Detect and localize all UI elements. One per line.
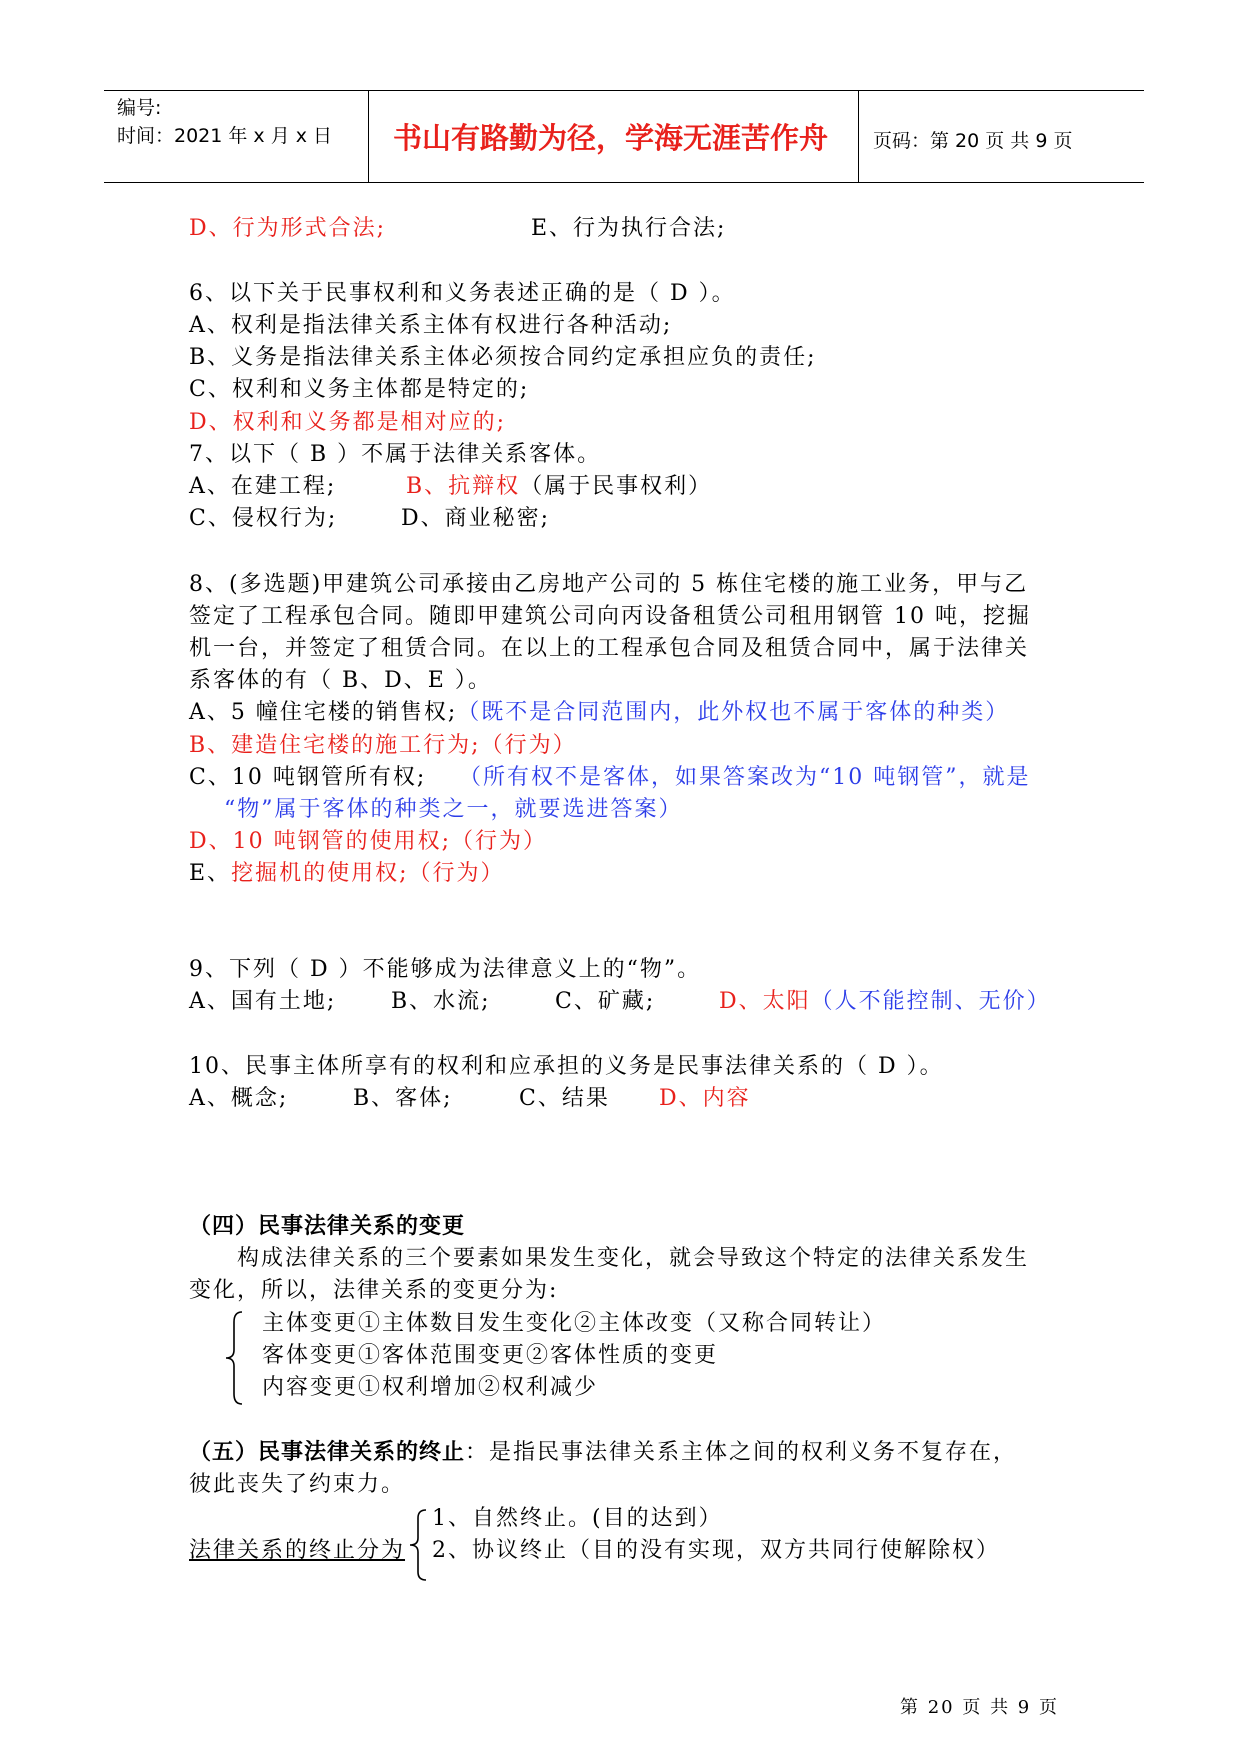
- question-9-option-b: B、水流;: [391, 989, 491, 1014]
- section-4-paragraph-2: 变化，所以，法律关系的变更分为:: [189, 1278, 559, 1303]
- question-7-options-cd: [189, 504, 551, 534]
- footer-page-number: 第 20 页 共 9 页: [900, 1697, 1059, 1718]
- question-10-option-b: B、客体;: [353, 1086, 453, 1111]
- option-d: D、行为形式合法;: [189, 216, 387, 241]
- question-8-line-4: 系客体的有（ B、D、E ）。: [189, 668, 492, 693]
- header-time-label: 时间：2021 年 x 月 x 日: [117, 125, 333, 147]
- question-7: 7、以下（ B ）不属于法律关系客体。: [189, 442, 602, 467]
- question-10: 10、民事主体所享有的权利和应承担的义务是民事法律关系的（ D ）。: [189, 1054, 944, 1079]
- section-5-text: ：是指民事法律关系主体之间的权利义务不复存在，: [465, 1440, 1018, 1465]
- header-divider-right: [858, 90, 859, 182]
- question-8-option-b-note: （行为）: [480, 733, 577, 758]
- section-4-paragraph-1: 构成法律关系的三个要素如果发生变化，就会导致这个特定的法律关系发生: [237, 1246, 1030, 1271]
- section-4-item-subject: 主体变更①主体数目发生变化②主体改变（又称合同转让）: [262, 1311, 887, 1336]
- question-8-option-e-prefix: E、: [189, 861, 232, 886]
- question-8-option-e-row: [189, 859, 505, 889]
- question-8-option-c: C、10 吨钢管所有权;: [189, 765, 427, 790]
- question-8-line-3: 机一台，并签定了租赁合同。在以上的工程承包合同及租赁合同中，属于法律关: [189, 636, 1030, 661]
- header-divider-left: [368, 90, 369, 182]
- question-6-option-b: B、义务是指法律关系主体必须按合同约定承担应负的责任;: [189, 345, 817, 370]
- question-8-line-1: 8、(多选题)甲建筑公司承接由乙房地产公司的 5 栋住宅楼的施工业务，甲与乙: [189, 572, 1029, 597]
- question-8-option-b-row: [189, 731, 577, 761]
- question-9-option-c: C、矿藏;: [555, 989, 656, 1014]
- question-8-option-a-row: [189, 698, 1009, 728]
- question-6-option-d: D、权利和义务都是相对应的;: [189, 410, 507, 435]
- question-7-option-d: D、商业秘密;: [401, 506, 551, 531]
- section-4-item-object: 客体变更①客体范围变更②客体性质的变更: [262, 1343, 719, 1368]
- question-10-option-a: A、概念;: [189, 1086, 289, 1111]
- section-4-brace: [222, 1310, 246, 1406]
- question-10-options: [189, 1084, 751, 1114]
- question-9-option-a: A、国有土地;: [189, 989, 337, 1014]
- question-7-option-b-note: （属于民事权利）: [520, 474, 713, 499]
- question-7-option-b-group: [406, 472, 712, 502]
- question-8-option-e: 挖掘机的使用权;: [231, 861, 409, 886]
- question-8-line-2: 签定了工程承包合同。随即甲建筑公司向丙设备租赁公司租用钢管 10 吨，挖掘: [189, 604, 1031, 629]
- header-page-label: 页码：第 20 页 共 9 页: [873, 130, 1073, 152]
- question-9: 9、下列（ D ）不能够成为法律意义上的“物”。: [189, 957, 702, 982]
- section-5-title: （五）民事法律关系的终止: [189, 1440, 466, 1465]
- header-top-rule: [104, 90, 1144, 91]
- question-6-option-a: A、权利是指法律关系主体有权进行各种活动;: [189, 313, 673, 338]
- question-8-option-a: A、5 幢住宅楼的销售权;: [189, 700, 458, 725]
- header-motto: 书山有路勤为径，学海无涯苦作舟: [393, 121, 829, 155]
- section-5-item-2: 2、协议终止（目的没有实现，双方共同行使解除权）: [432, 1538, 1000, 1563]
- section-4-item-content: 内容变更①权利增加②权利减少: [262, 1375, 599, 1400]
- question-7-option-a: A、在建工程;: [189, 474, 337, 499]
- question-8-option-a-note: （既不是合同范围内，此外权也不属于客体的种类）: [457, 700, 1010, 725]
- question-8-option-d: D、10 吨钢管的使用权;: [189, 829, 452, 854]
- question-7-options-ab: [189, 472, 713, 502]
- question-9-option-d: D、太阳: [719, 989, 811, 1014]
- question-6-option-c: C、权利和义务主体都是特定的;: [189, 377, 530, 402]
- header-number-label: 编号:: [117, 97, 162, 119]
- section-5-item-1: 1、自然终止。(目的达到）: [432, 1506, 723, 1531]
- question-8-option-c-row: [189, 763, 1031, 793]
- question-10-option-c: C、结果: [519, 1086, 610, 1111]
- options-row: [189, 214, 727, 244]
- question-9-option-d-group: [719, 987, 1051, 1017]
- question-6: 6、以下关于民事权利和义务表述正确的是（ D ）。: [189, 281, 736, 306]
- question-8-option-d-row: [189, 827, 547, 857]
- question-9-options: [189, 987, 1051, 1017]
- section-4-title: （四）民事法律关系的变更: [189, 1214, 466, 1239]
- question-10-option-d: D、内容: [659, 1086, 751, 1111]
- question-8-option-e-note: （行为）: [408, 861, 505, 886]
- question-8-option-d-note: （行为）: [451, 829, 548, 854]
- section-5-row: [189, 1438, 1017, 1468]
- question-8-option-c-note-2: “物”属于客体的种类之一，就要选进答案）: [224, 797, 683, 822]
- question-7-option-b: B、抗辩权: [406, 474, 521, 499]
- question-7-option-c: C、侵权行为;: [189, 506, 338, 531]
- option-e: E、行为执行合法;: [531, 216, 727, 241]
- section-5-brace: [406, 1508, 430, 1582]
- question-8-option-b: B、建造住宅楼的施工行为;: [189, 733, 481, 758]
- section-5-text-2: 彼此丧失了约束力。: [189, 1472, 406, 1497]
- section-5-label: 法律关系的终止分为: [189, 1538, 406, 1563]
- question-8-option-c-note-1: （所有权不是客体，如果答案改为“10 吨钢管”，就是: [459, 765, 1031, 790]
- header-bottom-rule: [104, 182, 1144, 183]
- question-9-option-d-note: （人不能控制、无价）: [810, 989, 1051, 1014]
